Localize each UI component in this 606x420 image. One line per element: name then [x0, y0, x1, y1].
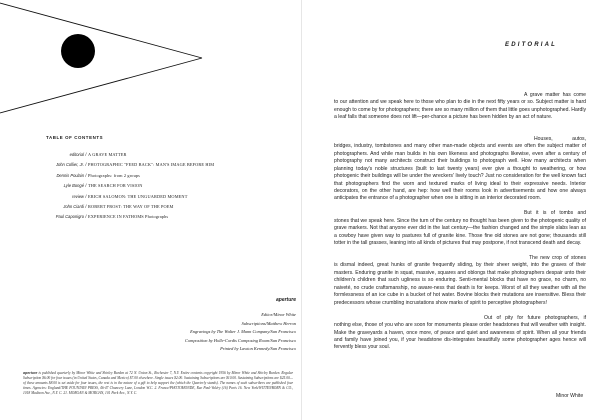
toc-title-text: Photographs: from 2 groups — [88, 172, 140, 178]
toc-title-text: A GRAVE MATTER — [88, 152, 127, 157]
masthead-line: Editor/Minor White — [261, 312, 296, 317]
toc-title-text: EXPERIENCE IN FATHOMS Photographs — [88, 214, 169, 220]
toc-entry: John Collier, Jr./PHOTOGRAPHIC "FEED BACK": MAN'S IMAGE BEFORE HIM — [24, 160, 284, 170]
masthead-line: Printed by Lawton Kennedy/San Francisco — [220, 346, 296, 351]
toc-author: Paul Caponigro — [55, 214, 84, 220]
masthead-title: aperture — [275, 297, 296, 303]
publisher-note-lead: aperture — [23, 371, 38, 375]
toc-author: Lyle Bongé — [63, 183, 84, 189]
toc-author: John Ciardi — [63, 203, 84, 209]
table-of-contents — [24, 150, 284, 223]
editorial-paragraph: But it is of tombs and stones that we speak here. Since the turn of the century no thought has been given to the photogenic quality of grave markers. Not that anyone ever did in the last century—the fashion changed and the simple slabs lean as a cowboy have given way to pastures full of granite kine. Those fine old stones are not gone; thousands still totter in the tall grasses, leaning into all kinds of pictures that may postpone, if not transcend death and decay. — [334, 210, 586, 247]
masthead-line: Subscriptions/Matthew Herron — [241, 320, 296, 326]
toc-title-text: ROBERT FROST: THE WAY OF THE POEM — [88, 203, 174, 209]
editorial-heading: EDITORIAL — [505, 42, 558, 48]
toc-author: review — [72, 193, 84, 199]
publisher-note — [23, 371, 293, 396]
toc-title: TABLE OF CONTENTS — [46, 135, 104, 140]
toc-title-text: ERICH SALOMON: THE UNGUARDED MOMENT — [88, 193, 188, 199]
masthead-line: Engravings by The Walter J. Mann Company/San Francisco — [190, 329, 296, 334]
toc-entry: review/ERICH SALOMON: THE UNGUARDED MOMENT — [24, 192, 284, 202]
left-page — [0, 0, 300, 420]
toc-entry: Paul Caponigro/EXPERIENCE IN FATHOMS Photographs — [24, 212, 284, 222]
toc-author: Dennis Poulain — [56, 172, 84, 178]
masthead-credits — [0, 311, 296, 354]
toc-entry: Dennis Poulain/Photographs: from 2 groups — [24, 171, 284, 181]
toc-entry: John Ciardi/ROBERT FROST: THE WAY OF THE POEM — [24, 202, 284, 212]
toc-author: editorial — [69, 152, 84, 157]
editorial-paragraph: A grave matter has come to our attention and we speak here to those who plan to die in the next fifty years or so. Subject matter is hard enough to come by for photographers; there are so many million of them that little goes unphotographed. Hardly a leaf falls that someone does not lift—per-chance a picture has been hidden by an act of nature. — [334, 92, 587, 121]
editorial-paragraph: Houses, autos, bridges, industry, tombstones and many other man-made objects and events are often the subject matter of photographers. And while man builds in his own likeness and photographs likewise, even after a century of photography not many architects construct their buildings to photograph well. How many architects when planning today's noble structures (built to last twenty years) ever give a thought to weathering, or how photogenic their buildings will be under the wreckers' lively touch? Just no consideration for the well known fact that photographers find the worn and textured marks of living ideal to their expressive needs. Interior decorators, on the other hand, are hep: how well their rooms look in advertisements and how one always anticipates the entrance of a photographer when one is sitting in an interior decorated room. — [334, 135, 586, 202]
toc-entry: editorial/A GRAVE MATTER — [24, 150, 284, 160]
aperture-logo — [0, 0, 210, 120]
toc-entry: Lyle Bongé/THE SEARCH FOR VISION — [24, 181, 284, 191]
editorial-signature: Minor White — [556, 393, 584, 399]
publisher-note-text: is published quarterly by Minor White and Shirley Burden at 72 N. Union St., Rochester 7, N.Y. Entire contents copyright 1956 by Minor White and Shirley Burden. Regular Subscription $6.00 for four issues (in United States, Canada and Mexico) $7.00 elsewhere. Single issues $2.00. Sustaining Subscriptions are $10.00. Sustaining Subscriptions are $25.00—of these amounts $8.00 is set aside for four issues, the rest is in the nature of a gift to help support the (which the Quarterly stands). The names of such subscribers are published four times. Agencies: England/THE FOUNTAIN PRESS, 46-47 Chancery Lane, London W.C. 2. France/PHOTOMONDE, Rue Paul-Valéry (16) Paris 16. New York/WITTENBORN & CO., 1018 Madison Ave., N.Y. C. 21. MORGAN & MORGAN, 101 Park Ave., N.Y. C. — [23, 371, 293, 395]
editorial-body — [334, 92, 586, 359]
toc-title-text: PHOTOGRAPHIC "FEED BACK": MAN'S IMAGE BEFORE HIM — [88, 162, 215, 168]
editorial-paragraph: Out of pity for future photographers, if nothing else, those of you who are soon for monuments please order headstones that will weather with insight. Make the graveyards a haven, once more, of peace and quiet and awareness of spirit. When all your friends and family have joined you, if your headstone dis-integrates beautifully some photographer ages hence will fervently bless your soul. — [334, 314, 586, 351]
toc-author: John Collier, Jr. — [55, 162, 84, 168]
toc-title-text: THE SEARCH FOR VISION — [88, 183, 143, 189]
editorial-paragraph: The new crop of stones is dismal indeed, great hunks of granite frequently sliding, by their sheer weight, into the graves of their masters. Enduring granite in squat, massive, squares and oblongs that make photographers despair unto their children's children that such ugliness is so enduring. Senti-mental blocks that have no grace, no charm, no naiveté, no crude craftsmanship, no aware-ness that death is for keeps. Worst of all they weather with all the formlessness of an ice cube in a bucket of hot water. Bovine blocks their mutations are insensitive. Bless their predecessors whose crumbling incrustations show marks of spirit to perceptive photographers! — [334, 255, 586, 306]
page-gutter — [301, 0, 302, 420]
masthead-line: Composition by Holle-Cordis Composing Room/San Francisco — [185, 337, 296, 343]
